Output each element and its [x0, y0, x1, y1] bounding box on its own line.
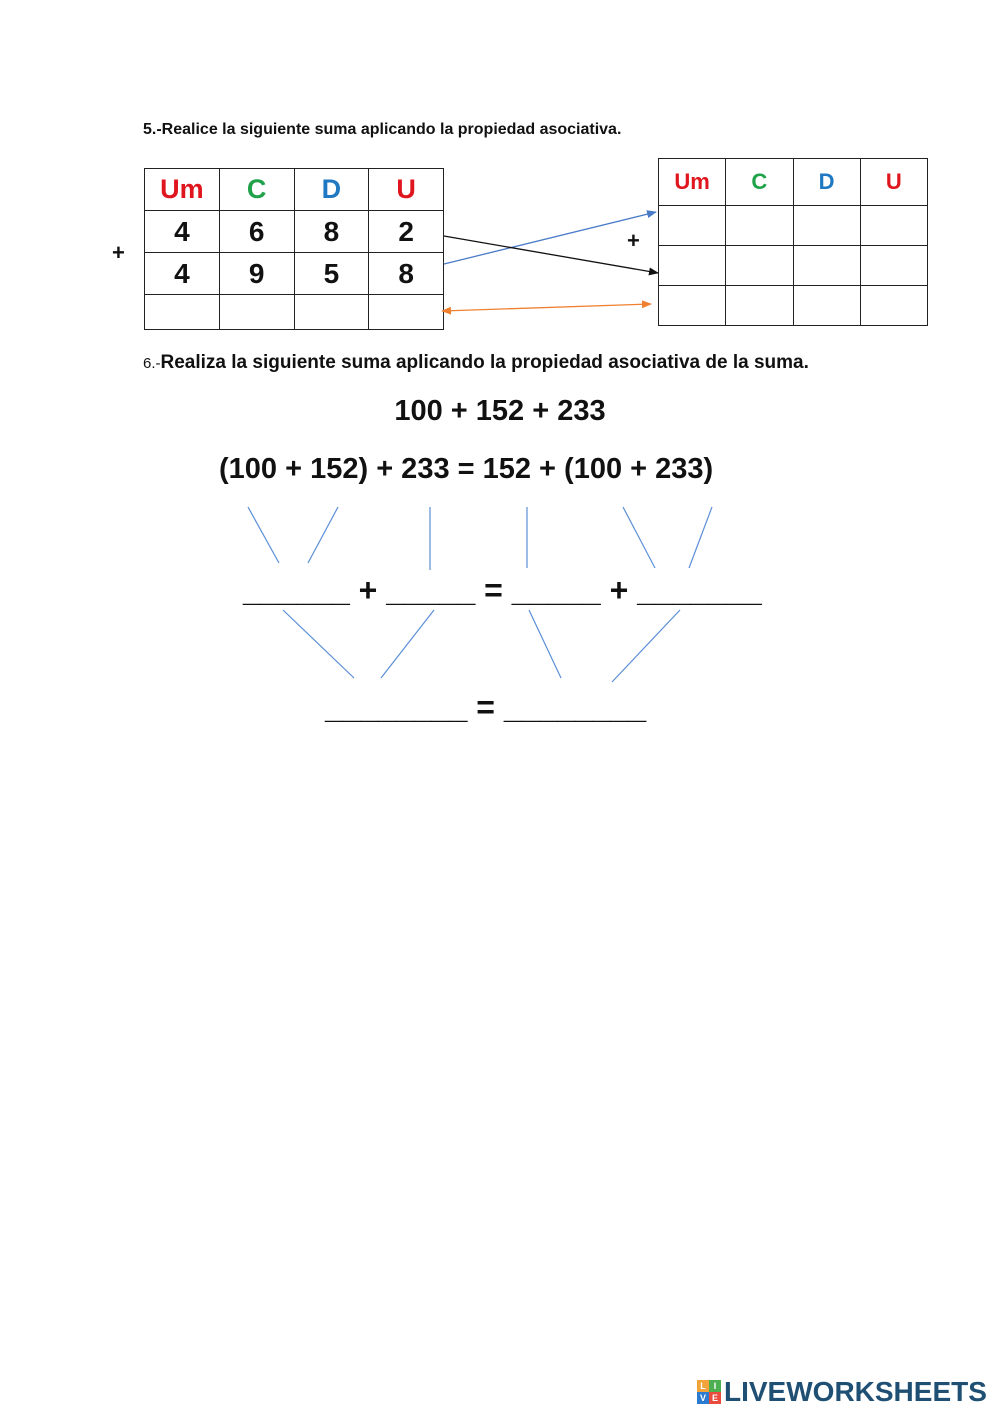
blank-equation-totals[interactable]: ________ = ________ [325, 689, 647, 725]
tree-line [612, 610, 680, 682]
question-5-title: 5.-Realice la siguiente suma aplicando la propiedad asociativa. [143, 121, 622, 138]
header-d: D [793, 159, 860, 206]
logo-letter: V [697, 1392, 709, 1404]
digit-cell: 9 [219, 253, 294, 295]
arrow-blue [444, 212, 656, 264]
header-um: Um [145, 169, 220, 211]
header-um: Um [659, 159, 726, 206]
liveworksheets-wordmark: LIVEWORKSHEETS [724, 1376, 987, 1407]
tree-line [689, 507, 712, 568]
digit-cell: 5 [294, 253, 369, 295]
header-u: U [860, 159, 927, 206]
plus-sign-right: + [627, 228, 640, 253]
digit-cell: 8 [294, 211, 369, 253]
arrow-orange-double [442, 304, 651, 311]
tree-line [381, 610, 434, 678]
question-6-heading [143, 352, 809, 374]
associative-equation: (100 + 152) + 233 = 152 + (100 + 233) [219, 453, 714, 485]
digit-cell: 8 [369, 253, 444, 295]
digit-cell: 6 [219, 211, 294, 253]
header-c: C [219, 169, 294, 211]
liveworksheets-logo [697, 1376, 987, 1408]
tree-line [529, 610, 561, 678]
logo-letter: L [697, 1380, 709, 1392]
header-c: C [726, 159, 793, 206]
logo-letter: E [709, 1392, 721, 1404]
blank-equation-partial-sums[interactable]: ______ + _____ = _____ + _______ [243, 572, 762, 608]
tree-line [308, 507, 338, 563]
tree-line [283, 610, 354, 678]
tree-line [248, 507, 279, 563]
arrow-black [444, 236, 658, 273]
sum-expression: 100 + 152 + 233 [394, 395, 606, 427]
liveworksheets-logo-icon [697, 1380, 721, 1404]
header-d: D [294, 169, 369, 211]
digit-cell: 4 [145, 211, 220, 253]
tree-line [623, 507, 655, 568]
header-u: U [369, 169, 444, 211]
question-6-number: 6.- [143, 355, 161, 372]
digit-cell: 2 [369, 211, 444, 253]
question-6-title: Realiza la siguiente suma aplicando la propiedad asociativa de la suma. [160, 352, 809, 373]
plus-sign-left: + [112, 240, 125, 265]
logo-letter: I [709, 1380, 721, 1392]
digit-cell: 4 [145, 253, 220, 295]
